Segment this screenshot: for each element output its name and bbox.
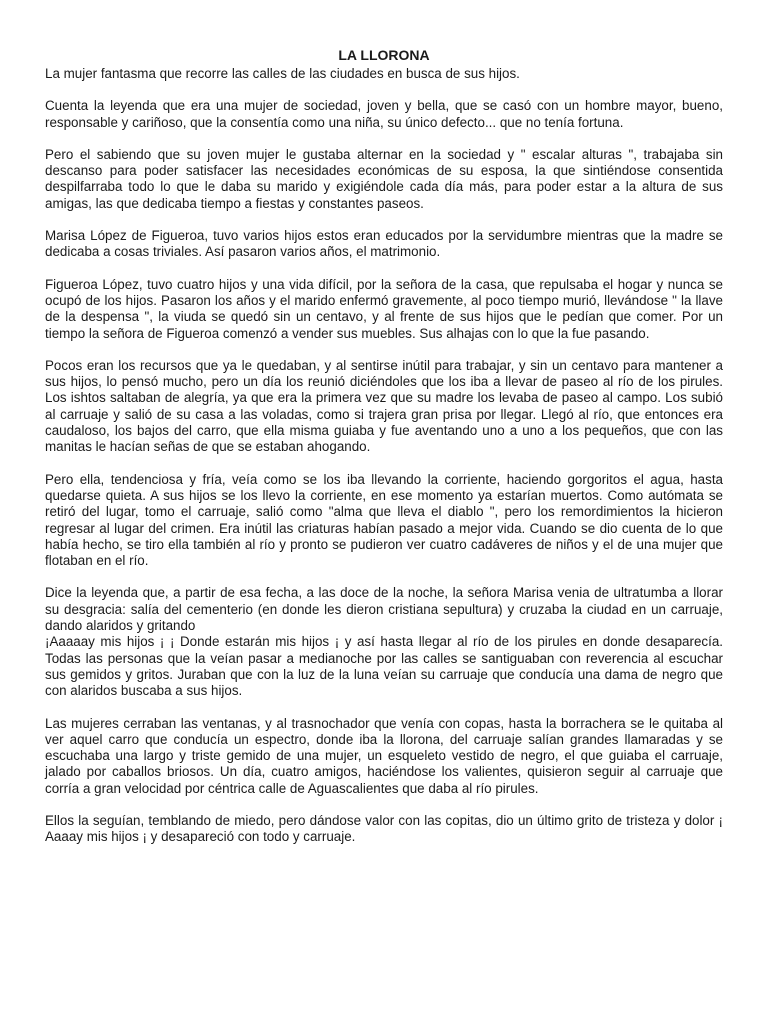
paragraph-drowning: Pero ella, tendenciosa y fría, veía como se los iba llevando la corriente, haciendo gorgoritos el agua, hasta quedarse quieta. A sus hijos se los llevo la corriente, en ese momento ya estarían muertos. Como autómata se retiró del lugar, tomo el carruaje, salió como "alma que lleva el diablo ", pero los remordimientos la hicieron regresar al lugar del crimen. Era inútil las criaturas habían pasado a mejor vida. Cuando se dio cuenta de lo que había hecho, se tiro ella también al río y pronto se pudieron ver cuatro cadáveres de niños y el de una mujer que flotaban en el río. — [45, 471, 723, 569]
paragraph-midnight: Dice la leyenda que, a partir de esa fecha, a las doce de la noche, la señora Marisa venia de ultratumba a llorar su desgracia: salía del cementerio (en donde les dieron cristiana sepultura) y cruzaba la ciudad en un carruaje, dando alaridos y gritando — [45, 585, 723, 634]
document-page — [45, 47, 723, 862]
paragraph-ending: Ellos la seguían, temblando de miedo, pero dándose valor con las copitas, dio un último grito de tristeza y dolor ¡ Aaaay mis hijos ¡ y desapareció con todo y carruaje. — [45, 812, 723, 845]
paragraph-legend-origin: Cuenta la leyenda que era una mujer de sociedad, joven y bella, que se casó con un hombre mayor, bueno, responsable y cariñoso, que la consentía como una niña, su único defecto... que no tenía fortuna. — [45, 98, 723, 130]
document-title: LA LLORONA — [338, 47, 430, 63]
paragraph-husband-work: Pero el sabiendo que su joven mujer le gustaba alternar en la sociedad y " escalar alturas ", trabajaba sin descanso para poder satisfacer las necesidades económicas de su esposa, la que sintiéndose consentida despilfarraba todo lo que le daba su marido y exigiéndole cada día más, para poder estar a la altura de sus amigas, las que dedicaba tiempo a fiestas y constantes paseos. — [45, 146, 723, 211]
paragraph-intro: La mujer fantasma que recorre las calles de las ciudades en busca de sus hijos. — [45, 66, 520, 81]
paragraph-cry: ¡Aaaaay mis hijos ¡ ¡ Donde estarán mis hijos ¡ y así hasta llegar al río de los pirules en donde desaparecía. Todas las personas que la veían pasar a medianoche por las calles se santiguaban con reverencia al escuchar sus gemidos y gritos. Juraban que con la luz de la luna veían su carruaje que conducía una dama de negro que con alaridos buscaba a sus hijos. — [45, 634, 723, 699]
paragraph-windows: Las mujeres cerraban las ventanas, y al trasnochador que venía con copas, hasta la borrachera se le quitaba al ver aquel carro que conducía un espectro, donde iba la llorona, del carruaje salían grandes llamaradas y se escuchaba una largo y triste gemido de una mujer, un esqueleto vestido de negro, el que guiaba el carruaje, jalado por caballos briosos. Un día, cuatro amigos, haciéndose los valientes, quisieron seguir al carruaje que corría a gran velocidad por céntrica calle de Aguascalientes que daba al río pirules. — [45, 715, 723, 796]
paragraph-marisa: Marisa López de Figueroa, tuvo varios hijos estos eran educados por la servidumbre mientras que la madre se dedicaba a cosas triviales. Así pasaron varios años, el matrimonio. — [45, 228, 723, 260]
paragraph-river-trip: Pocos eran los recursos que ya le quedaban, y al sentirse inútil para trabajar, y sin un centavo para mantener a sus hijos, lo pensó mucho, pero un día los reunió diciéndoles que los iba a llevar de paseo al río de los pirules. Los ishtos saltaban de alegría, ya que era la primera vez que su madre los levaba de paseo al campo. Los subió al carruaje y salió de su casa a las voladas, como si trajera gran prisa por llegar. Llegó al río, que entonces era caudaloso, los bajos del carro, que ella misma guiaba y fue aventando uno a uno a los pequeños, que con las manitas le hacían señas de que se estaban ahogando. — [45, 357, 723, 455]
paragraph-figueroa: Figueroa López, tuvo cuatro hijos y una vida difícil, por la señora de la casa, que repulsaba el hogar y nunca se ocupó de los hijos. Pasaron los años y el marido enfermó gravemente, al poco tiempo murió, llevándose " la llave de la despensa ", la viuda se quedó sin un centavo, y al frente de sus hijos que le pedían que comer. Por un tiempo la señora de Figueroa comenzó a vender sus muebles. Sus alhajas con lo que la fue pasando. — [45, 276, 723, 341]
